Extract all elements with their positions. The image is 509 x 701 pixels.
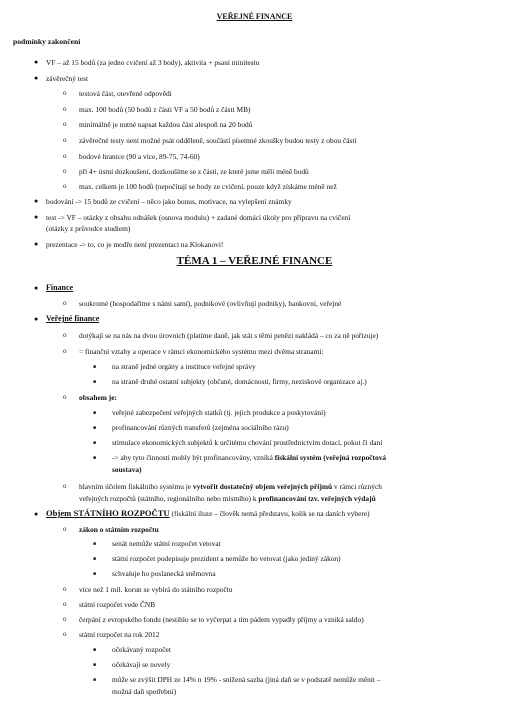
bullet-circle: o: [63, 600, 67, 608]
text-run-bold: profinancování tzv. veřejných výdajů: [258, 494, 376, 503]
list-item: státní rozpočet vede ČNB: [79, 600, 156, 609]
list-item: zákon o státním rozpočtu: [79, 525, 159, 534]
bullet-square: ■: [93, 678, 97, 683]
text-run-bold: fiskální systém (veřejná rozpočtová: [274, 453, 387, 462]
bullet-square: ■: [93, 456, 97, 461]
section-heading-vf: Veřejné finance: [46, 314, 100, 323]
bullet-dot: ●: [34, 74, 39, 82]
text-run: v rámci různých: [332, 482, 382, 491]
list-item: na straně druhé ostatní subjekty (občané, domácnosti, firmy, neziskové organizace aj.): [112, 377, 367, 386]
bullet-square: ■: [93, 648, 97, 653]
list-item: prezentace -> to, co je modře není prezentaci na Klokanovi!: [46, 240, 224, 249]
list-item: bodové hranice (90 a více, 89-75, 74-60): [79, 152, 200, 161]
list-item-continuation: (otázky z průvodce studiem): [46, 224, 131, 233]
bullet-square: ■: [93, 441, 97, 446]
list-item-continuation: soustava): [112, 465, 142, 474]
bullet-dot: ●: [34, 510, 39, 518]
bullet-circle: o: [63, 182, 67, 190]
list-item: [112, 452, 504, 463]
bullet-circle: o: [63, 167, 67, 175]
list-item: čerpání z evropského fondu (nestihlo se to vyčerpat a tím pádem vypadly příjmy a vzniká saldo): [79, 615, 364, 624]
list-item: = finanční vztahy a operace v rámci ekonomického systému mezi dvěma stranami:: [79, 347, 324, 356]
list-item: státní rozpočet na rok 2012: [79, 630, 160, 639]
list-item: test -> VF – otázky z obsahu odnášek (osnova modulu) + zadané domácí úkoly pro přípravu na cvičení: [46, 213, 351, 222]
list-item: může se zvýšit DPH ze 14% n 19% - snížená sazba (jiná daň se v podstatě nemůže měnit –: [112, 675, 381, 684]
section-heading-text: Objem STÁTNÍHO ROZPOČTU: [46, 508, 170, 518]
list-item: testová část, otevřené odpovědi: [79, 89, 172, 98]
bullet-dot: ●: [34, 315, 39, 323]
list-item: max. 100 bodů (50 bodů z části VF a 50 bodů z části MB): [79, 105, 251, 114]
list-item: profinancování různých transferů (zejména sociálního rázu): [112, 423, 289, 432]
list-item: stimulace ekonomických subjektů k určitému chování prostřednictvím dotací, pokut či daní: [112, 438, 383, 447]
bullet-circle: o: [63, 615, 67, 623]
bullet-square: ■: [93, 411, 97, 416]
bullet-dot: ●: [34, 284, 39, 292]
text-run-bold: vytvořit dostatečný objem veřejných příjmů: [192, 482, 333, 491]
list-item: soukromé (hospodaříme s námi samí), podnikové (ovlivňují podniky), bankovní, veřejné: [79, 299, 342, 308]
bullet-dot: ●: [34, 197, 39, 205]
list-item: obsahem je:: [79, 393, 117, 402]
text-run: hlavním účelem fiskálního systému je: [79, 482, 193, 491]
bullet-square: ■: [93, 663, 97, 668]
list-item: minimálně je nutné napsat každou část alespoň na 20 bodů: [79, 120, 253, 129]
list-item: dotýkají se na nás na dvou úrovních (platíme daně, jak stát s těmi penězi nakládá – co za ně pořizuje): [79, 331, 379, 340]
bullet-circle: o: [63, 525, 67, 533]
list-item: závěrečný test: [46, 74, 89, 83]
text-run: veřejných rozpočtů (státního, regionálního nebo místního) k: [79, 494, 259, 503]
list-item: [79, 481, 504, 492]
list-item: veřejné zabezpečení veřejných statků (tj. jejich produkce a poskytování): [112, 408, 326, 417]
bullet-square: ■: [93, 542, 97, 547]
list-item: max. celkem je 100 bodů (nepočítají se body ze cvičení, pouze když získáme méně než: [79, 182, 337, 191]
list-item: očekávaný rozpočet: [112, 645, 171, 654]
bullet-circle: o: [63, 120, 67, 128]
list-item: více než 1 mil. korun se vybírá do státního rozpočtu: [79, 585, 233, 594]
list-item: státní rozpočet podepisuje prezident a nemůže ho vetovat (jako jediný zákon): [112, 554, 341, 563]
bullet-circle: o: [63, 152, 67, 160]
list-item: při 4+ ústní dozkoušení, dozkoušíme se z části, ze které jsme měli méně bodů: [79, 167, 309, 176]
bullet-circle: o: [63, 299, 67, 307]
bullet-square: ■: [93, 426, 97, 431]
topic-title: TÉMA 1 – VEŘEJNÉ FINANCE: [176, 255, 333, 267]
list-item: očekávají se novely: [112, 660, 171, 669]
list-item: na straně jedné orgány a instituce veřejné správy: [112, 362, 256, 371]
list-item-continuation: [79, 493, 504, 504]
list-item: senát nemůže státní rozpočet vetovat: [112, 539, 221, 548]
section-heading-objem: [46, 508, 501, 519]
bullet-square: ■: [93, 380, 97, 385]
list-item: VF – až 15 bodů (za jedno cvičení až 3 body), aktivita + psaní minitestu: [46, 58, 260, 67]
conditions-heading: podmínky zakončení: [13, 37, 81, 46]
bullet-square: ■: [93, 572, 97, 577]
list-item: bodování -> 15 bodů ze cvičení – něco jako bonus, motivace, na vylepšení známky: [46, 197, 292, 206]
bullet-circle: o: [63, 331, 67, 339]
document-title: VEŘEJNÉ FINANCE: [216, 12, 293, 21]
bullet-circle: o: [63, 482, 67, 490]
section-heading-note: (fiskální iluze – člověk nemá představu, kolik se na daních vybere): [169, 509, 370, 518]
bullet-circle: o: [63, 630, 67, 638]
section-heading-finance: Finance: [46, 283, 74, 292]
bullet-dot: ●: [34, 58, 39, 66]
bullet-circle: o: [63, 136, 67, 144]
list-item-continuation: možná daň spotřební): [112, 687, 177, 696]
bullet-circle: o: [63, 347, 67, 355]
text-run: -> aby tyto činnosti mohly být profinancovány, vzniká: [112, 453, 275, 462]
list-item: závěrečné testy není možné psát odděleně, součástí písemné zkoušky budou testy z obou částí: [79, 136, 357, 145]
bullet-dot: ●: [34, 213, 39, 221]
bullet-circle: o: [63, 105, 67, 113]
bullet-circle: o: [63, 585, 67, 593]
bullet-circle: o: [63, 393, 67, 401]
list-item: schvaluje ho poslanecká sněmovna: [112, 569, 216, 578]
bullet-square: ■: [93, 557, 97, 562]
bullet-dot: ●: [34, 240, 39, 248]
bullet-circle: o: [63, 89, 67, 97]
bullet-square: ■: [93, 365, 97, 370]
